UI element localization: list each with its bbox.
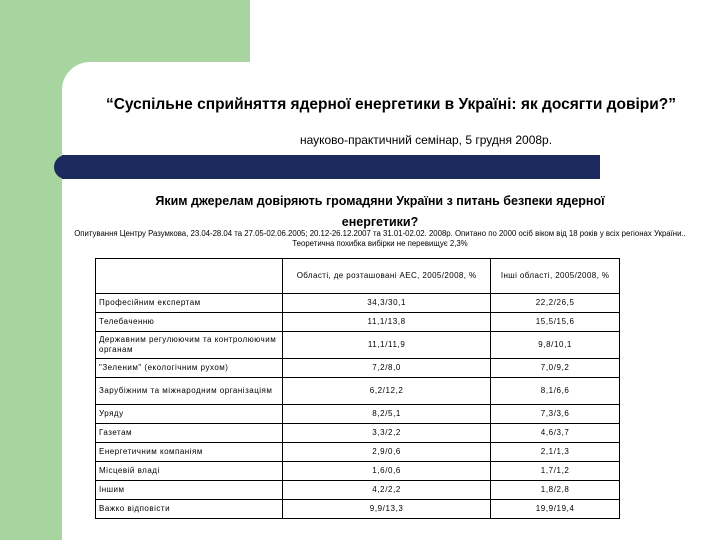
row-value-other: 15,5/15,6 xyxy=(491,313,620,332)
row-value-other: 9,8/10,1 xyxy=(491,332,620,359)
row-value-other: 7,3/3,6 xyxy=(491,405,620,424)
table-row xyxy=(96,294,620,313)
row-label: Місцевій владі xyxy=(96,462,283,481)
row-label: Газетам xyxy=(96,424,283,443)
row-value-other: 2,1/1,3 xyxy=(491,443,620,462)
row-value-other: 19,9/19,4 xyxy=(491,500,620,519)
row-value-aes: 9,9/13,3 xyxy=(283,500,491,519)
row-label: Телебаченню xyxy=(96,313,283,332)
table-row xyxy=(96,424,620,443)
row-label: Іншим xyxy=(96,481,283,500)
row-value-aes: 6,2/12,2 xyxy=(283,378,491,405)
row-value-aes: 34,3/30,1 xyxy=(283,294,491,313)
row-label: Важко відповісти xyxy=(96,500,283,519)
row-value-aes: 8,2/5,1 xyxy=(283,405,491,424)
row-label: "Зеленим" (екологічним рухом) xyxy=(96,359,283,378)
row-value-aes: 11,1/13,8 xyxy=(283,313,491,332)
trust-table xyxy=(95,258,620,519)
row-label: Зарубіжним та міжнародним організаціям xyxy=(96,378,283,405)
row-value-aes: 4,2/2,2 xyxy=(283,481,491,500)
slide-title: “Суспільне сприйняття ядерної енергетики в Україні: як досягти довіри?” xyxy=(105,96,677,113)
header-cell-aes-regions: Області, де розташовані АЕС, 2005/2008, % xyxy=(283,259,491,294)
row-value-aes: 2,9/0,6 xyxy=(283,443,491,462)
row-label: Уряду xyxy=(96,405,283,424)
row-value-aes: 7,2/8,0 xyxy=(283,359,491,378)
row-value-other: 1,8/2,8 xyxy=(491,481,620,500)
row-value-aes: 11,1/11,9 xyxy=(283,332,491,359)
survey-note: Опитування Центру Разумкова, 23.04-28.04 та 27.05-02.06.2005; 20.12-26.12.2007 та 31.01-02.02. 2008р. Опитано по 2000 осіб віком від 18 років у всіх регіонах України.. Теоретична похибка вибірки не перевищує 2,3% xyxy=(74,229,686,248)
row-value-aes: 3,3/2,2 xyxy=(283,424,491,443)
row-label: Державним регулюючим та контролюючим органам xyxy=(96,332,283,359)
table-header-row xyxy=(96,259,620,294)
table-row xyxy=(96,332,620,359)
table-row xyxy=(96,405,620,424)
table-row xyxy=(96,500,620,519)
decorative-navy-bar xyxy=(62,155,600,179)
header-cell-other-regions: Інші області, 2005/2008, % xyxy=(491,259,620,294)
table-row xyxy=(96,359,620,378)
slide-subtitle: науково-практичний семінар, 5 грудня 2008р. xyxy=(299,133,553,147)
row-value-other: 22,2/26,5 xyxy=(491,294,620,313)
row-value-other: 1,7/1,2 xyxy=(491,462,620,481)
table-row xyxy=(96,443,620,462)
row-value-aes: 1,6/0,6 xyxy=(283,462,491,481)
row-value-other: 4,6/3,7 xyxy=(491,424,620,443)
row-value-other: 7,0/9,2 xyxy=(491,359,620,378)
table-row xyxy=(96,462,620,481)
table-row xyxy=(96,481,620,500)
row-label: Професійним експертам xyxy=(96,294,283,313)
table-row xyxy=(96,378,620,405)
row-value-other: 8,1/6,6 xyxy=(491,378,620,405)
survey-question: Яким джерелам довіряють громадяни України з питань безпеки ядерної енергетики? xyxy=(155,194,605,229)
row-label: Енергетичним компаніям xyxy=(96,443,283,462)
header-cell-empty xyxy=(96,259,283,294)
table-row xyxy=(96,313,620,332)
